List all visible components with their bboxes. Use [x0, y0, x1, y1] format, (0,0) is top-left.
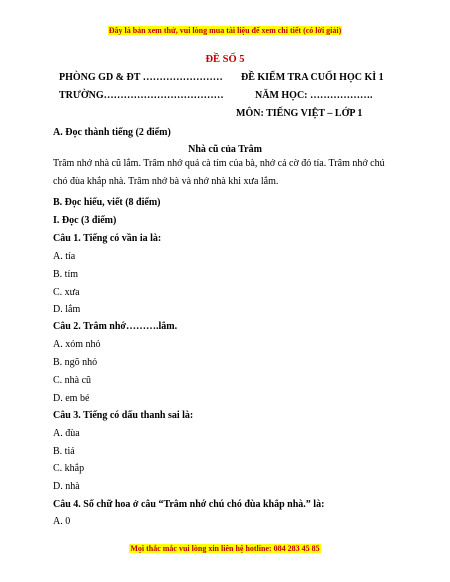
header-subject: MÔN: TIẾNG VIỆT – LỚP 1 [236, 108, 363, 119]
question-3-option-d: D. nhà [53, 481, 80, 492]
preview-banner-text: Đây là bản xem thử, vui lòng mua tài liệu để xem chi tiết (có lời giải) [108, 26, 342, 35]
question-4: Câu 4. Số chữ hoa ở câu “Trâm nhớ chú chó đùa khắp nhà.” là: [53, 499, 325, 510]
question-1-option-c: C. xưa [53, 287, 80, 298]
question-3-option-b: B. tiá [53, 446, 75, 457]
question-2-option-a: A. xóm nhỏ [53, 339, 101, 350]
question-2-option-d: D. em bé [53, 393, 90, 404]
header-year: NĂM HỌC: ………………. [255, 90, 373, 101]
section-b-heading: B. Đọc hiểu, viết (8 điểm) [53, 197, 161, 208]
preview-banner [0, 26, 450, 36]
question-2: Câu 2. Trâm nhớ……….lắm. [53, 321, 178, 332]
question-1: Câu 1. Tiếng có vần ia là: [53, 233, 162, 244]
hotline-banner-text: Mọi thắc mắc vui lòng xin liên hệ hotline: 084 283 45 85 [130, 544, 320, 553]
story-text: Trâm nhớ nhà cũ lắm. Trâm nhớ quả cà tím của bà, nhớ cả cờ đỏ tía. Trâm nhớ chú chó đùa khắp nhà. Trâm nhớ bà và nhớ nhà khi xưa lắm. [53, 158, 385, 187]
question-3: Câu 3. Tiếng có dấu thanh sai là: [53, 410, 194, 421]
question-1-option-d: D. lắm [53, 304, 81, 315]
question-2-option-c: C. nhà cũ [53, 375, 92, 386]
hotline-banner [0, 544, 450, 554]
header-exam-name: ĐỀ KIỂM TRA CUỐI HỌC KÌ 1 [241, 72, 384, 83]
question-1-option-a: A. tía [53, 251, 76, 262]
story-title: Nhà cũ của Trâm [188, 144, 262, 155]
part-i-heading: I. Đọc (3 điểm) [53, 215, 117, 226]
header-dept: PHÒNG GD & ĐT …………………… [59, 72, 223, 83]
question-4-option-a: A. 0 [53, 516, 71, 527]
question-2-option-b: B. ngõ nhỏ [53, 357, 98, 368]
exam-title: ĐỀ SỐ 5 [205, 54, 245, 65]
question-1-option-b: B. tím [53, 269, 79, 280]
question-3-option-c: C. khắp [53, 463, 85, 474]
question-3-option-a: A. đùa [53, 428, 80, 439]
section-a-heading: A. Đọc thành tiếng (2 điểm) [53, 127, 171, 138]
header-school: TRƯỜNG……………………………… [59, 90, 224, 101]
